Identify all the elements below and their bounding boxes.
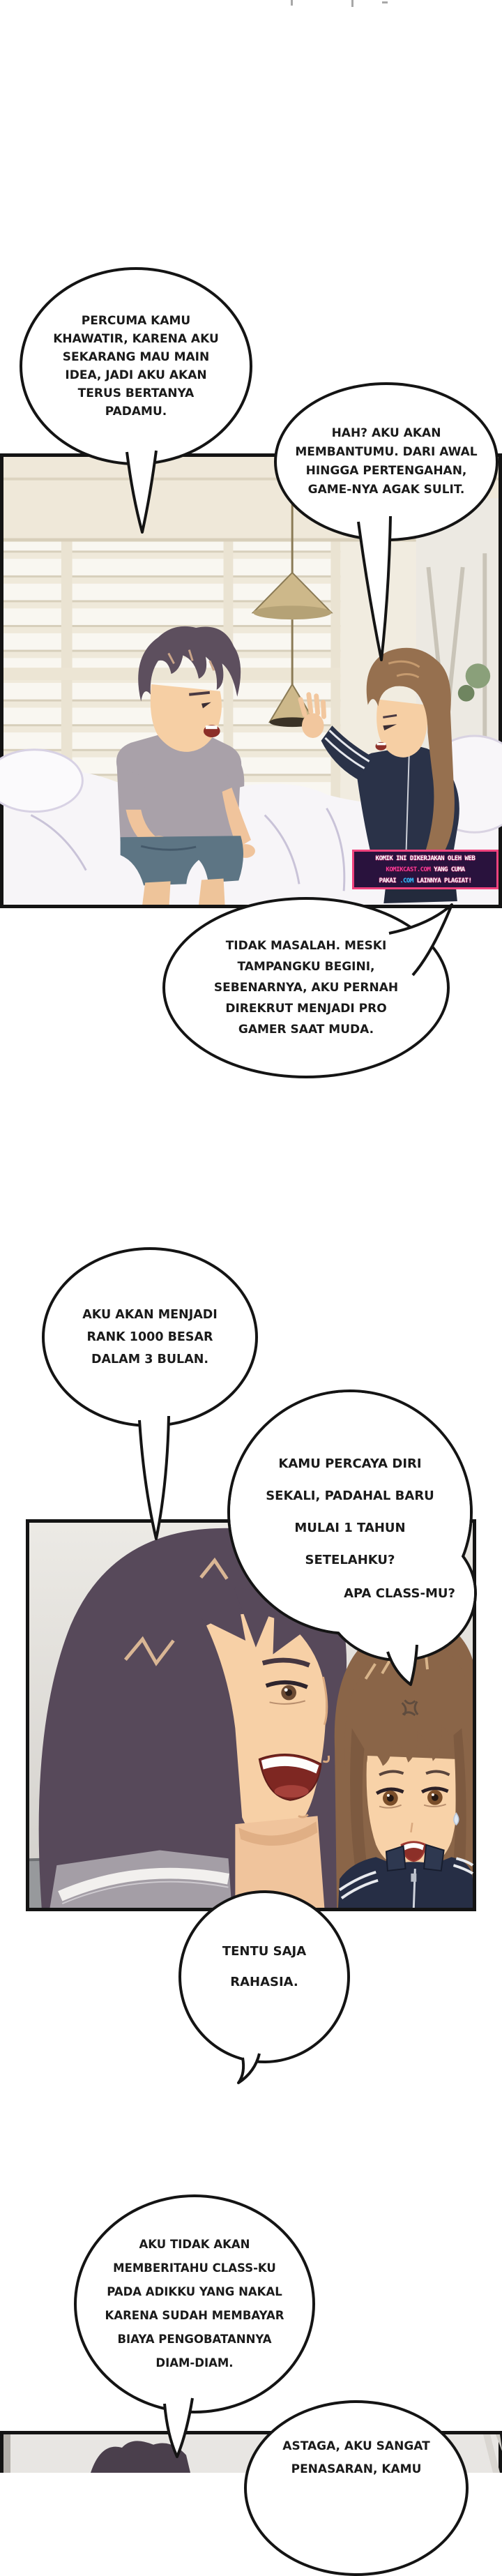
watermark-brand: KOMIKCAST.COM: [386, 866, 431, 873]
page-top-artifact: [291, 0, 293, 6]
page-top-artifact: [382, 1, 388, 3]
speech-bubble-7: AKU TIDAK AKAN MEMBERITAHU CLASS-KU PADA ADIKKU YANG NAKAL KARENA SUDAH MEMBAYAR BIAYA PENGOBATANNYA DIAM-DIAM.: [74, 2194, 315, 2413]
speech-bubble-6: TENTU SAJA RAHASIA.: [178, 1890, 350, 2063]
speech-bubble-5-text: KAMU PERCAYA DIRI SEKALI, PADAHAL BARU MULAI 1 TAHUN SETELAHKU?: [266, 1456, 434, 1567]
watermark-line-2: KOMIKCAST.COM YANG CUMA: [386, 866, 465, 873]
page-top-artifact: [351, 0, 353, 7]
speech-bubble-2: HAH? AKU AKAN MEMBANTUMU. DARI AWAL HINGGA PERTENGAHAN, GAME-NYA AGAK SULIT.: [274, 382, 499, 541]
watermark-line-1: KOMIK INI DIKERJAKAN OLEH WEB: [375, 854, 476, 862]
speech-bubble-4: AKU AKAN MENJADI RANK 1000 BESAR DALAM 3 BULAN.: [42, 1247, 258, 1427]
watermark-line-3: PAKAI .COM LAINNYA PLAGIAT!: [379, 877, 472, 884]
watermark-box: [352, 850, 499, 889]
speech-bubble-8: ASTAGA, AKU SANGAT PENASARAN, KAMU: [244, 2400, 469, 2576]
speech-bubble-1: PERCUMA KAMU KHAWATIR, KARENA AKU SEKARANG MAU MAIN IDEA, JADI AKU AKAN TERUS BERTANYA PADAMU.: [20, 267, 252, 465]
speech-bubble-5-sub-text: APA CLASS-MU?: [344, 1585, 455, 1601]
speech-bubble-3: TIDAK MASALAH. MESKI TAMPANGKU BEGINI, SEBENARNYA, AKU PERNAH DIREKRUT MENJADI PRO GAMER SAAT MUDA.: [162, 897, 450, 1078]
woman-closeup: [335, 1618, 473, 1908]
watermark-com: .COM: [400, 877, 413, 884]
